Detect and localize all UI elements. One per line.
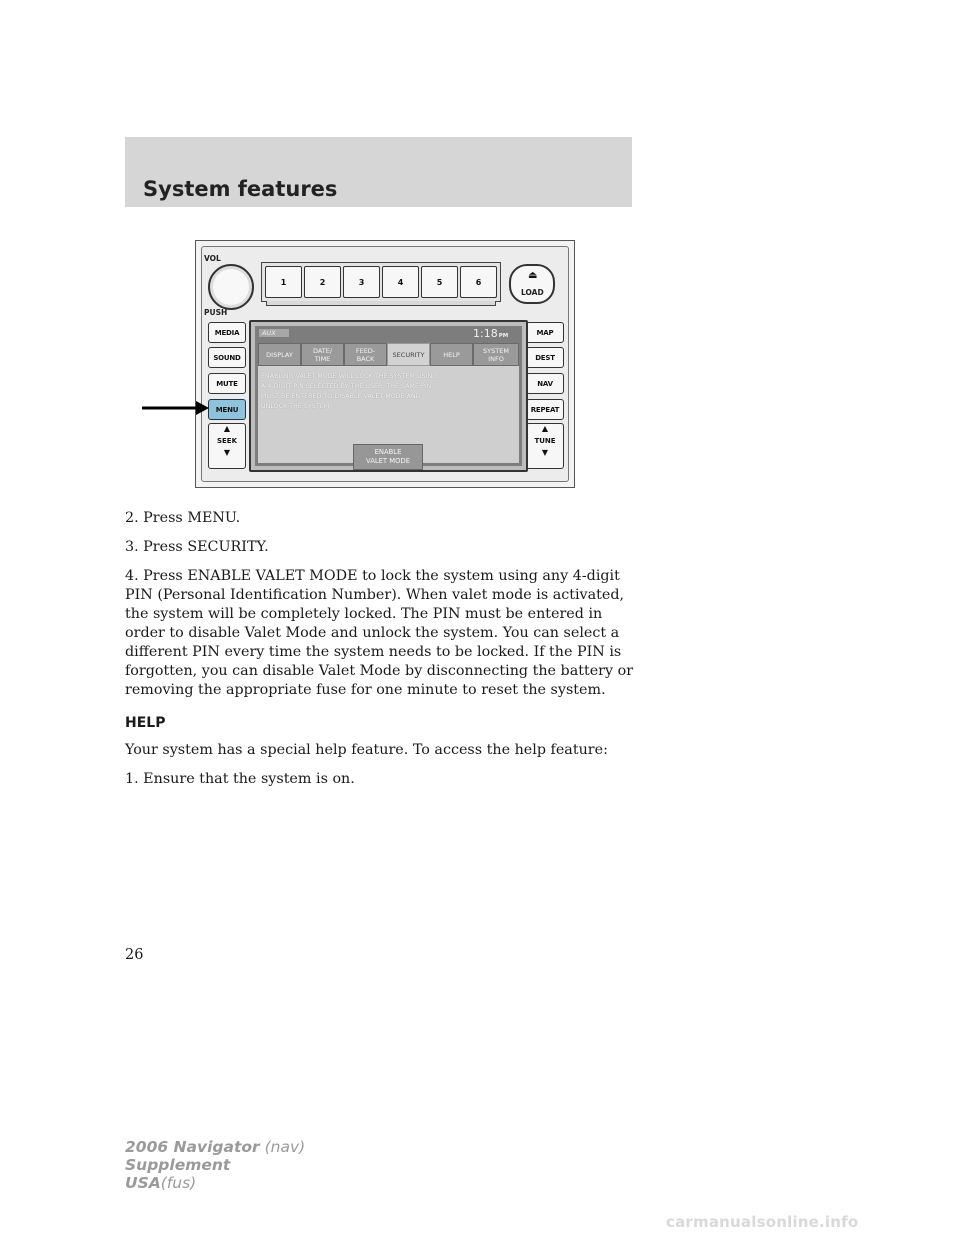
preset-button-3[interactable]: 3 <box>343 266 380 298</box>
eject-icon: ⏏ <box>528 270 538 281</box>
clock-ampm: PM <box>498 333 509 339</box>
nav-button[interactable]: NAV <box>526 373 564 394</box>
volume-knob[interactable] <box>208 264 254 310</box>
tune-down-icon[interactable]: ▼ <box>541 448 549 457</box>
source-tag: AUX <box>259 329 289 337</box>
map-button[interactable]: MAP <box>526 322 564 343</box>
help-heading: HELP <box>125 715 166 731</box>
tab-security[interactable] <box>387 343 430 366</box>
step-2: 2. Press MENU. <box>125 510 241 526</box>
tune-up-icon[interactable]: ▲ <box>541 424 549 433</box>
tab-feedback-line2: BACK <box>356 354 375 363</box>
seek-down-icon[interactable]: ▼ <box>223 448 231 457</box>
dest-button[interactable]: DEST <box>526 347 564 368</box>
preset-button-5[interactable]: 5 <box>421 266 458 298</box>
mute-button[interactable]: MUTE <box>208 373 246 394</box>
page-number: 26 <box>125 947 144 963</box>
tab-feedback[interactable] <box>344 343 387 366</box>
clock-time: 1:18 <box>473 327 498 340</box>
footer <box>125 1138 305 1192</box>
page-title: System features <box>143 177 338 201</box>
tab-date-time[interactable] <box>301 343 344 366</box>
seek-up-icon[interactable]: ▲ <box>223 424 231 433</box>
step-4: 4. Press ENABLE VALET MODE to lock the system using any 4-digit PIN (Personal Identification Number). When valet mode is activated, the system will be completely locked. The PIN must be entered in order to disable Valet Mode and unlock the system. You can select a different PIN every time the system needs to be locked. If the PIN is forgotten, you can disable Valet Mode by disconnecting the battery or removing the appropriate fuse for one minute to reset the system. <box>125 568 634 698</box>
help-intro: Your system has a special help feature. To access the help feature: <box>125 742 608 758</box>
header-band <box>125 137 632 207</box>
tab-display[interactable] <box>258 343 301 366</box>
sound-button[interactable]: SOUND <box>208 347 246 368</box>
tab-date-time-line1: DATE/ <box>312 346 333 355</box>
push-label: PUSH <box>204 308 228 317</box>
valet-description-line: MUST BE ENTERED TO DISABLE VALET MODE AND <box>261 393 421 400</box>
vol-label: VOL <box>204 254 221 263</box>
tab-system-info-line2: INFO <box>488 354 504 363</box>
preset-rail <box>261 262 501 302</box>
enable-valet-mode-button[interactable] <box>353 444 423 470</box>
help-step-1: 1. Ensure that the system is on. <box>125 771 355 787</box>
repeat-button[interactable]: REPEAT <box>526 399 564 420</box>
cd-slot <box>266 301 496 306</box>
valet-button-line1: ENABLE <box>374 448 402 456</box>
footer-supplement: Supplement <box>125 1156 231 1174</box>
watermark: carmanualsonline.info <box>666 1213 859 1231</box>
media-button[interactable]: MEDIA <box>208 322 246 343</box>
preset-button-4[interactable]: 4 <box>382 266 419 298</box>
radio-unit-figure <box>195 240 575 488</box>
tune-rocker[interactable] <box>526 423 564 469</box>
footer-region: USA <box>125 1174 161 1192</box>
preset-button-6[interactable]: 6 <box>460 266 497 298</box>
tab-help[interactable] <box>430 343 473 366</box>
tab-help-line1: HELP <box>443 350 460 359</box>
display-frame <box>249 320 528 472</box>
menu-button[interactable]: MENU <box>208 399 246 420</box>
load-button[interactable] <box>509 264 555 304</box>
tab-security-line1: SECURITY <box>392 350 425 359</box>
footer-region-code: (fus) <box>160 1174 197 1192</box>
load-label: LOAD <box>521 288 544 297</box>
pointer-arrow-icon <box>140 398 210 418</box>
valet-description-line: ENABLING VALET MODE WILL LOCK THE SYSTEM USING <box>261 373 438 380</box>
footer-model: 2006 Navigator <box>125 1138 260 1156</box>
valet-button-line2: VALET MODE <box>365 457 410 465</box>
footer-model-code: (nav) <box>264 1138 306 1156</box>
seek-rocker[interactable] <box>208 423 246 469</box>
display-screen <box>255 326 522 466</box>
preset-button-2[interactable]: 2 <box>304 266 341 298</box>
tab-system-info-line1: SYSTEM <box>483 346 509 355</box>
tab-feedback-line1: FEED- <box>355 346 376 355</box>
step-3: 3. Press SECURITY. <box>125 539 269 555</box>
preset-button-1[interactable]: 1 <box>265 266 302 298</box>
tab-display-line1: DISPLAY <box>266 350 293 359</box>
valet-description <box>261 372 506 412</box>
seek-label: SEEK <box>216 437 238 445</box>
clock-display <box>473 327 508 340</box>
valet-description-line: UNLOCK THE SYSTEM. <box>261 403 332 410</box>
valet-description-line: A 4-DIGIT PIN SELECTED BY THE USER. THE SAME PIN <box>261 383 432 390</box>
tune-label: TUNE <box>534 437 556 445</box>
tab-system-info[interactable] <box>473 343 519 366</box>
security-panel <box>258 366 519 463</box>
tab-date-time-line2: TIME <box>314 354 331 363</box>
body-text <box>125 509 635 799</box>
